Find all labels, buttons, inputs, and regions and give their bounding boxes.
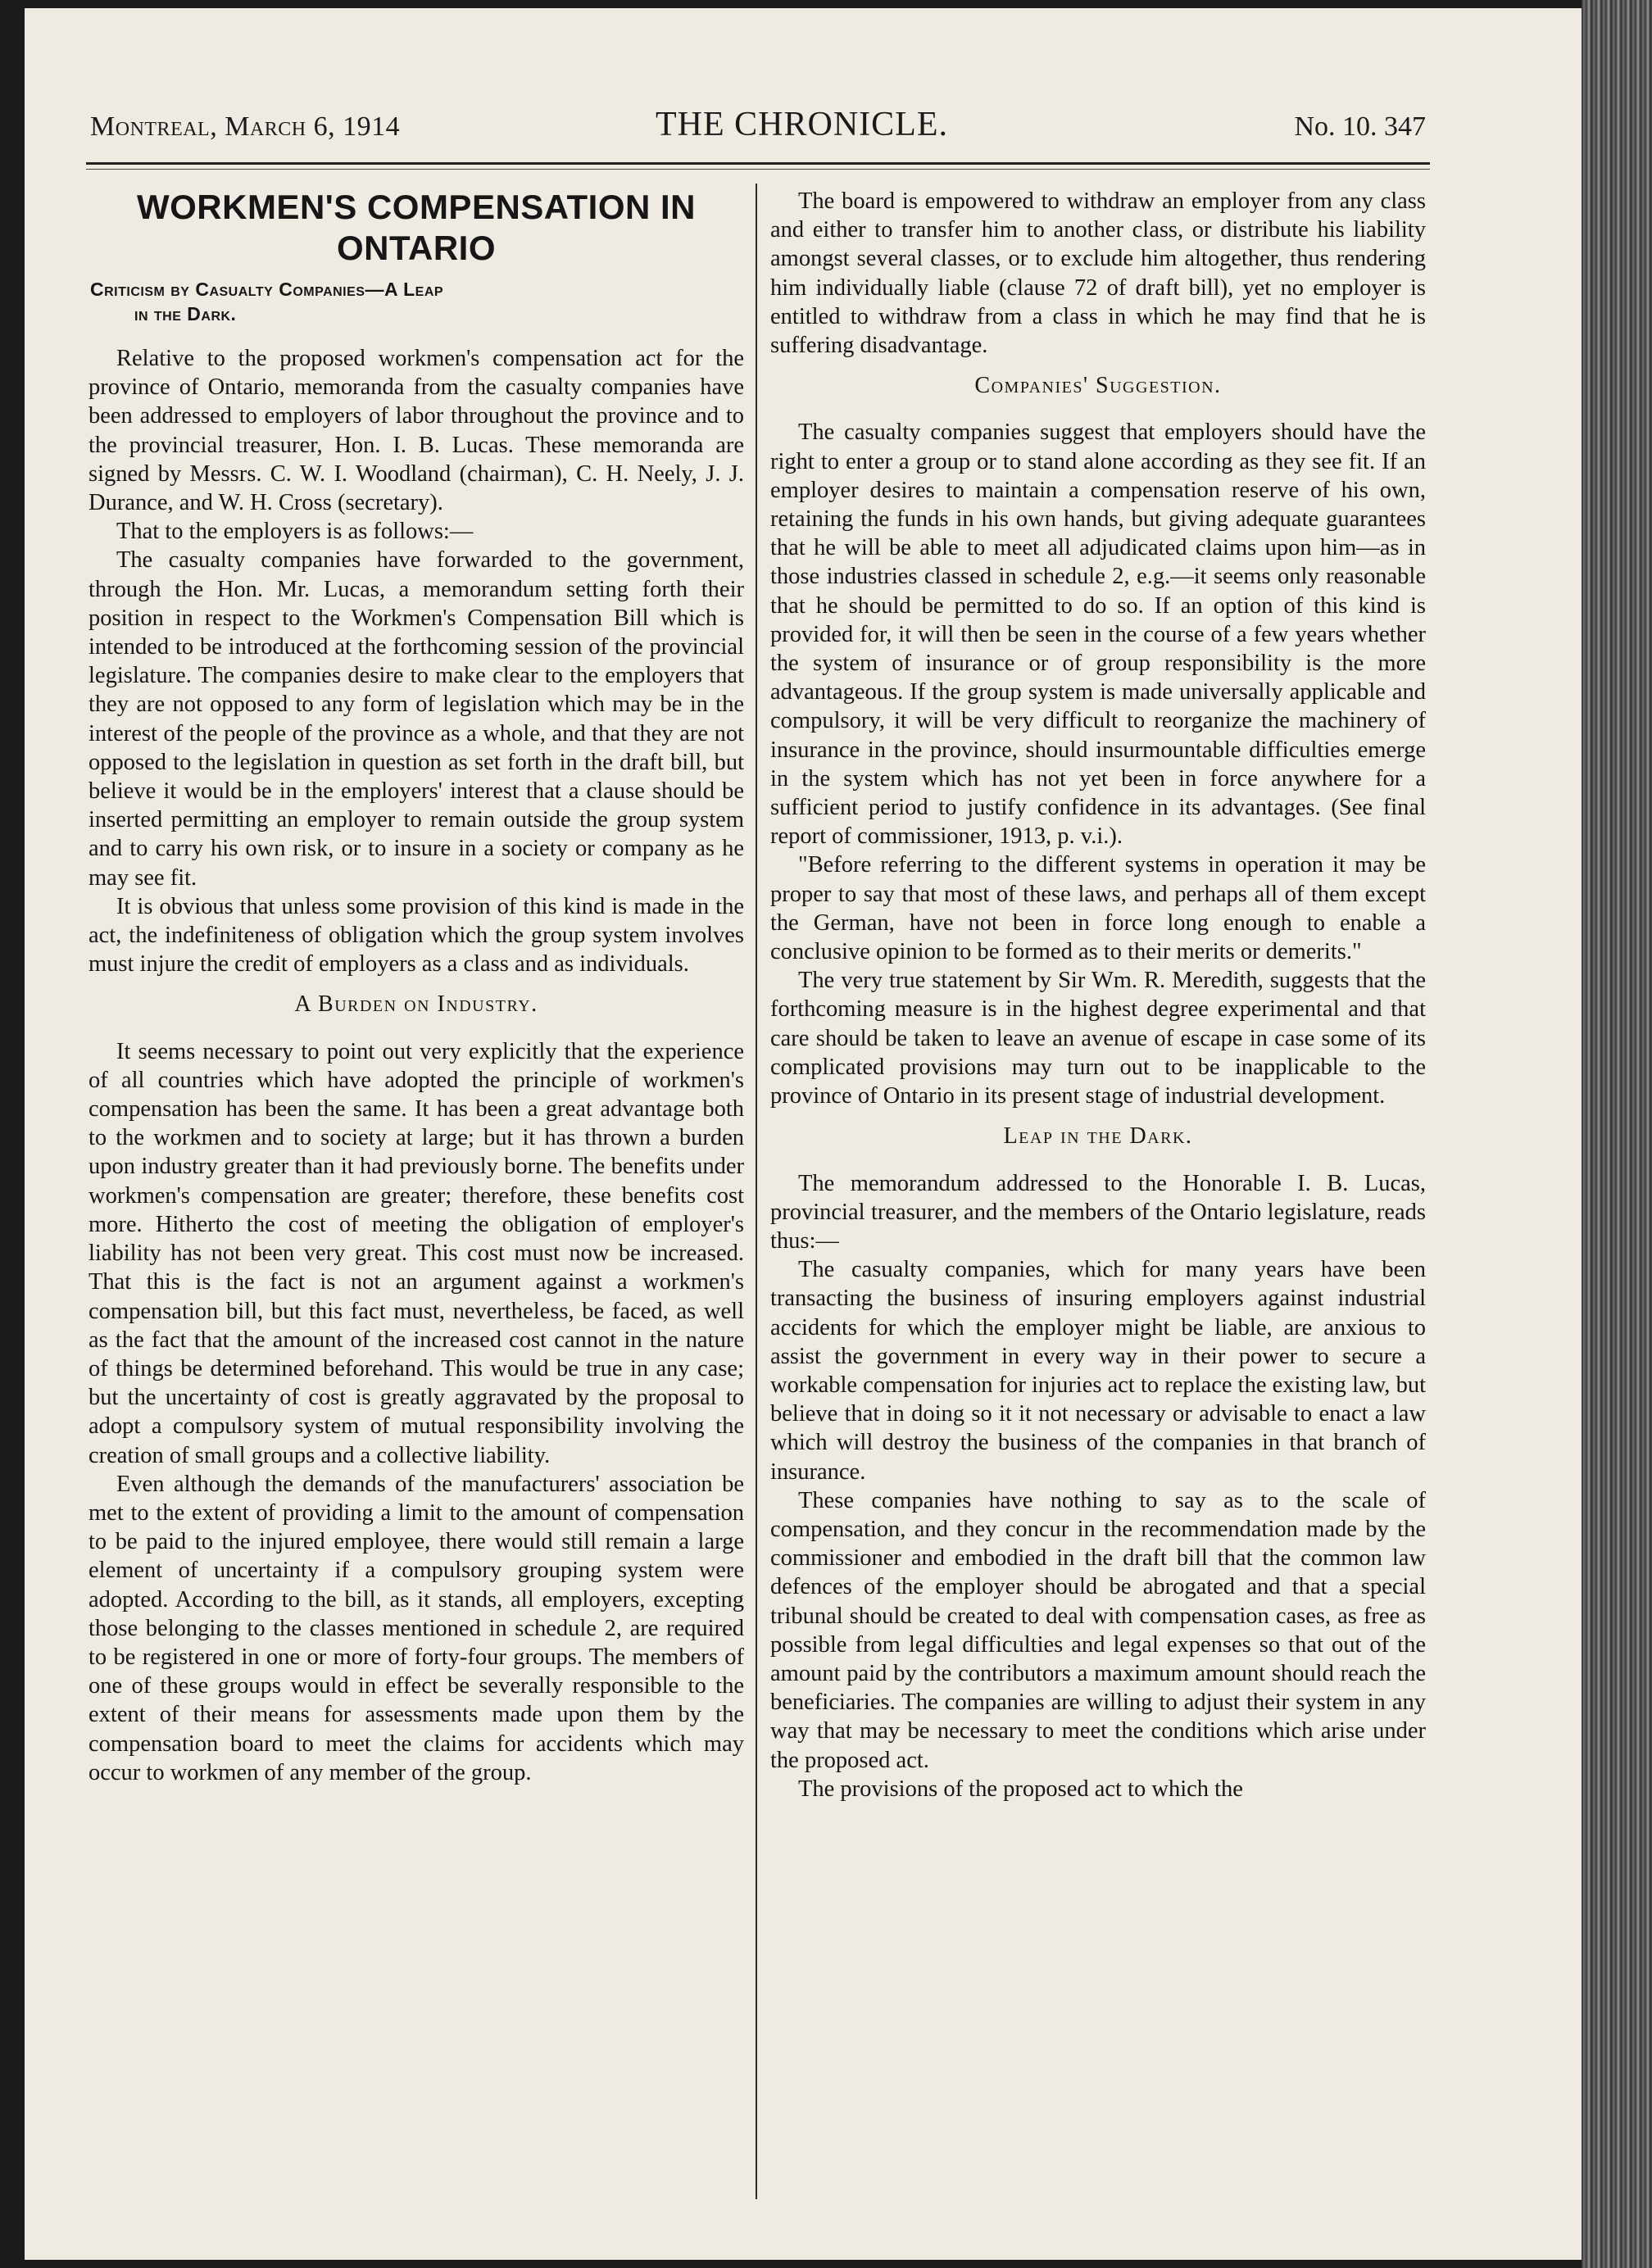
- section-heading: A Burden on Industry.: [294, 991, 538, 1018]
- paragraph: The casualty companies, which for many years have been transacting the business of insuring employers against industrial accidents for which the employer might be liable, are anxious to assist the government in every way in their power to secure a workable compensation for injuries act to replace the existing law, but believe that in doing so it it not necessary or advisable to enact a law which will destroy the business of the companies in that branch of insurance.: [770, 1257, 1426, 1485]
- subtitle-line-2: in the Dark.: [134, 303, 237, 324]
- article-title: WORKMEN'S COMPENSATION IN ONTARIO: [136, 188, 697, 267]
- paragraph: The memorandum addressed to the Honorable I. B. Lucas, provincial treasurer, and the members of the Ontario legislature, reads thus:—: [770, 1170, 1426, 1254]
- section-heading: Leap in the Dark.: [1003, 1123, 1193, 1150]
- paragraph: The provisions of the proposed act to which the: [798, 1776, 1243, 1802]
- paragraph: The casualty companies have forwarded to the government, through the Hon. Mr. Lucas, a memorandum setting forth their position in respect to the Workmen's Compensation Bill which is intended to be introduced at the forthcoming session of the provincial legislature. The companies desire to make clear to the employers that they are not opposed to any form of legislation which may be in the interest of the people of the province as a whole, and that they are not opposed to the legislation in question as set forth in the draft bill, but believe it would be in the employers' interest that a clause should be inserted permitting an employer to remain outside the group system and to carry his own risk, or to insure in a society or company as he may see fit.: [88, 547, 744, 891]
- section-heading: Companies' Suggestion.: [974, 373, 1222, 399]
- paragraph: The very true statement by Sir Wm. R. Meredith, suggests that the forthcoming measure is in the highest degree experimental and that care should be taken to leave an avenue of escape in case some of its complicated provisions may turn out to be inapplicable to the province of Ontario in its present stage of industrial development.: [770, 968, 1426, 1109]
- paragraph: "Before referring to the different systems in operation it may be proper to say that most of these laws, and perhaps all of them except the German, have not been in force long enough to enable a conclusive opinion to be formed as to their merits or demerits.": [770, 852, 1426, 965]
- paragraph: These companies have nothing to say as to the scale of compensation, and they concur in the recommendation made by the commissioner and embodied in the draft bill that the common law defences of the employer should be abrogated and that a special tribunal should be created to deal with compensation cases, as free as possible from legal difficulties and legal expenses so that out of the amount paid by the contributors a maximum amount should reach the beneficiaries. The companies are willing to adjust their system in any way that may be necessary to meet the conditions which arise under the proposed act.: [770, 1487, 1426, 1773]
- article-subtitle: [88, 277, 744, 326]
- header-dateline: Montreal, March 6, 1914: [90, 111, 401, 142]
- column-divider: [756, 184, 757, 2199]
- left-column: [88, 187, 744, 1787]
- header-rule: [86, 162, 1430, 165]
- header-issue-page-number: No. 10. 347: [1294, 111, 1426, 142]
- paragraph: The casualty companies suggest that employers should have the right to enter a group or to stand alone according as they see fit. If an employer desires to maintain a compensation reserve of his own, retaining the funds in his own hands, but giving adequate guarantees that he will be able to meet all adjudicated claims upon him—as in those industries classed in schedule 2, e.g.—it seems only reasonable that he should be permitted to do so. If an option of this kind is provided for, it will then be seen in the course of a few years whether the system of insurance or of group responsibility is the more advantageous. If the group system is made universally applicable and compulsory, it will be very difficult to reorganize the machinery of insurance in the province, should insurmountable difficulties emerge in the system which has not yet been in force anywhere for a sufficient period to justify confidence in its advantages. (See final report of commissioner, 1913, p. v.i.).: [770, 420, 1426, 850]
- page-header: [90, 105, 1426, 154]
- paragraph: The board is empowered to withdraw an employer from any class and either to transfer him to another class, or distribute his liability amongst several classes, or to exclude him altogether, thus rendering him individually liable (clause 72 of draft bill), yet no employer is entitled to withdraw from a class in which he may find that he is suffering disadvantage.: [770, 188, 1426, 359]
- header-rule-thin: [86, 169, 1430, 170]
- paragraph: It seems necessary to point out very explicitly that the experience of all countries which have adopted the principle of workmen's compensation has been the same. It has been a great advantage both to the workmen and to society at large; but it has thrown a burden upon industry greater than it had previously borne. The benefits under workmen's compensation are greater; therefore, these benefits cost more. Hitherto the cost of meeting the obligation of employer's liability has not been very great. This cost must now be increased. That this is the fact is not an argument against a workmen's compensation bill, but this fact must, nevertheless, be faced, as well as the fact that the amount of the increased cost cannot in the nature of things be determined beforehand. This would be true in any case; but the uncertainty of cost is greatly aggravated by the proposal to adopt a compulsory system of mutual responsibility involving the creation of small groups and a collective liability.: [88, 1038, 744, 1468]
- paragraph: Even although the demands of the manufacturers' association be met to the extent of providing a limit to the amount of compensation to be paid to the injured employee, there would still remain a large element of uncertainty if a compulsory grouping system were adopted. According to the bill, as it stands, all employers, excepting those belonging to the classes mentioned in schedule 2, are required to be registered in one or more of forty-four groups. The members of one of these groups would in effect be severally responsible to the extent of their means for assessments made upon them by the compensation board to meet the claims for accidents which may occur to workmen of any member of the group.: [88, 1471, 744, 1785]
- subtitle-line-1: Criticism by Casualty Companies—A Leap: [90, 279, 444, 300]
- paragraph: That to the employers is as follows:—: [116, 519, 474, 545]
- right-column: [770, 187, 1426, 1803]
- book-binding-edge: [1582, 0, 1652, 2268]
- paragraph: It is obvious that unless some provision of this kind is made in the act, the indefiniteness of obligation which the group system involves must injure the credit of employers as a class and as individuals.: [88, 893, 744, 978]
- header-publication-title: THE CHRONICLE.: [656, 106, 948, 143]
- paragraph: Relative to the proposed workmen's compensation act for the province of Ontario, memoranda from the casualty companies have been addressed to employers of labor throughout the province and to the provincial treasurer, Hon. I. B. Lucas. These memoranda are signed by Messrs. C. W. I. Woodland (chairman), C. H. Neely, J. J. Durance, and W. H. Cross (secretary).: [88, 346, 744, 516]
